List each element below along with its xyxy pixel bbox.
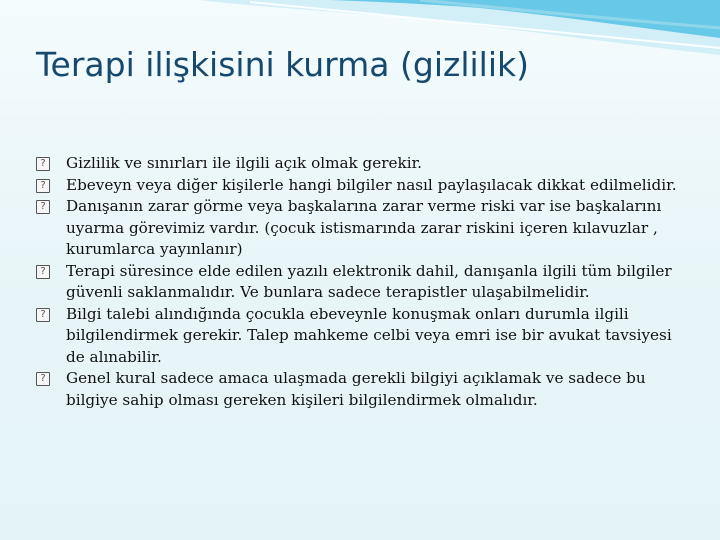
- bullet-icon: ?: [36, 372, 50, 386]
- bullet-item: [36, 304, 686, 369]
- bullet-list: [36, 153, 686, 411]
- bullet-text: Bilgi talebi alındığında çocukla ebeveynle konuşmak onları durumla ilgili bilgilendirmek gerekir. Talep mahkeme celbi veya emri ise bir avukat tavsiyesi de alınabilir.: [66, 304, 672, 366]
- bullet-icon: ?: [36, 308, 50, 322]
- bullet-icon: ?: [36, 157, 50, 171]
- bullet-text: Ebeveyn veya diğer kişilerle hangi bilgiler nasıl paylaşılacak dikkat edilmelidir.: [66, 175, 677, 194]
- bullet-icon: ?: [36, 265, 50, 279]
- bullet-item: [36, 153, 686, 175]
- bullet-icon: ?: [36, 179, 50, 193]
- bullet-text: Gizlilik ve sınırları ile ilgili açık olmak gerekir.: [66, 154, 422, 172]
- bullet-text: Danışanın zarar görme veya başkalarına zarar verme riski var ise başkalarını uyarma görevimiz vardır. (çocuk istismarında zarar riskini içeren kılavuzlar , kurumlarca yayınlanır): [66, 197, 662, 258]
- bullet-icon: ?: [36, 200, 50, 214]
- bullet-item: [36, 261, 686, 304]
- bullet-item: [36, 368, 686, 411]
- bullet-text: Genel kural sadece amaca ulaşmada gerekli bilgiyi açıklamak ve sadece bu bilgiye sahip olması gereken kişileri bilgilendirmek olmalıdır.: [66, 369, 646, 409]
- bullet-text: Terapi süresince elde edilen yazılı elektronik dahil, danışanla ilgili tüm bilgiler güvenli saklanmalıdır. Ve bunlara sadece terapistler ulaşabilmelidir.: [66, 261, 672, 301]
- bullet-item: [36, 175, 686, 197]
- bullet-item: [36, 196, 686, 261]
- slide-title: Terapi ilişkisini kurma (gizlilik): [36, 45, 529, 84]
